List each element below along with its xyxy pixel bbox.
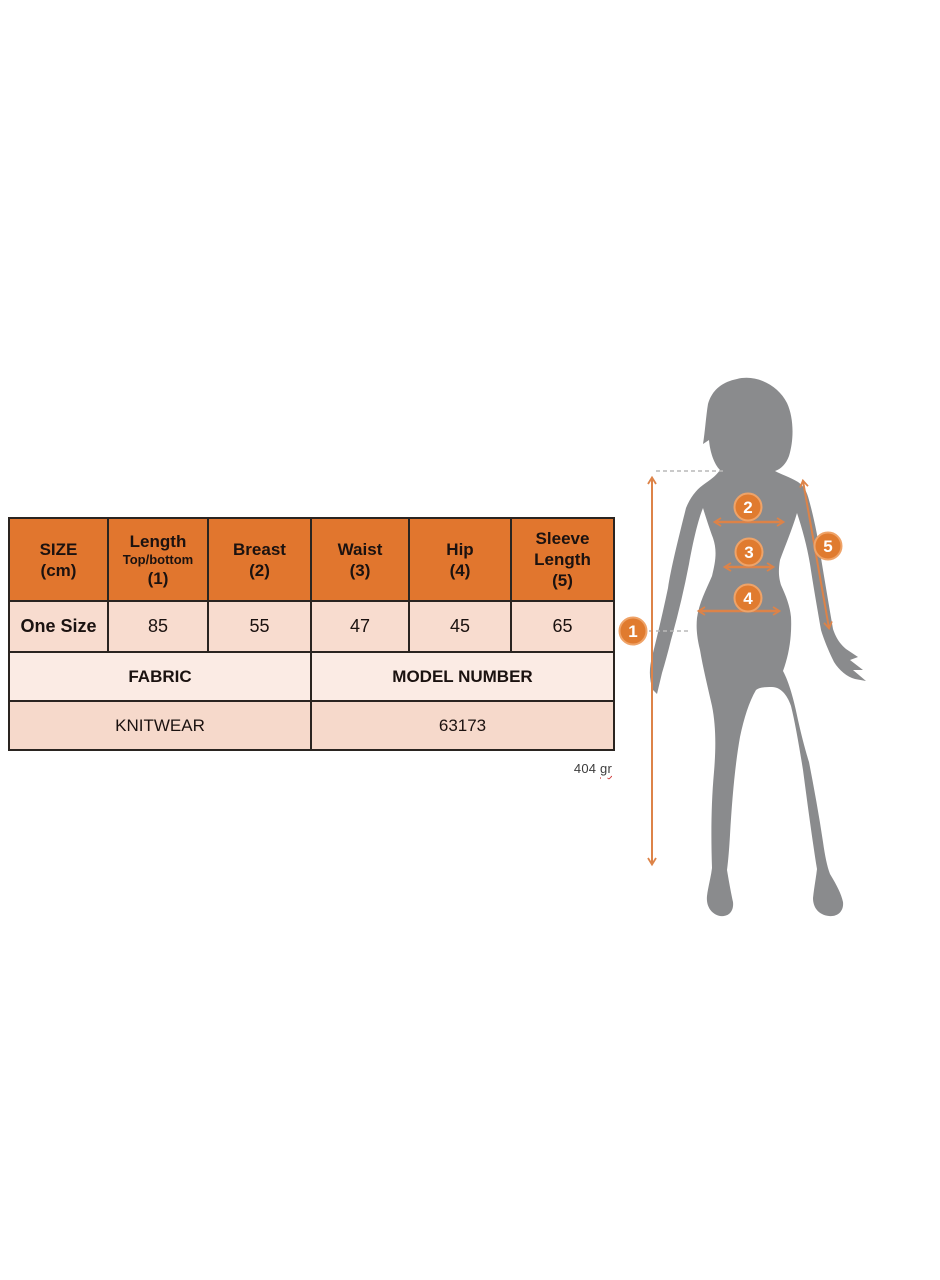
header-hip-title: Hip (446, 539, 474, 559)
size-table (8, 517, 614, 751)
header-hip-num: (4) (449, 560, 471, 580)
cell-breast-value: 55 (208, 601, 311, 652)
header-waist-num: (3) (349, 560, 371, 580)
weight-value: 404 (573, 761, 597, 776)
cell-size-name: One Size (9, 601, 108, 652)
badge-2 (735, 494, 762, 521)
badge-4-label: 4 (743, 589, 753, 608)
badge-3-label: 3 (744, 543, 754, 562)
cell-sleeve-value: 65 (511, 601, 614, 652)
weight-note (8, 761, 612, 776)
header-length (108, 518, 208, 601)
header-waist-title: Waist (337, 539, 383, 559)
cell-model-number-value: 63173 (311, 701, 614, 750)
header-length-num: (1) (147, 568, 169, 588)
badge-1-label: 1 (628, 622, 638, 641)
measurement-figure (615, 360, 940, 930)
table-info-value-row (9, 701, 614, 750)
badge-1 (620, 618, 647, 645)
table-header-row (9, 518, 614, 601)
badge-3 (736, 539, 763, 566)
table-data-row (9, 601, 614, 652)
badge-4 (735, 585, 762, 612)
cell-length-value: 85 (108, 601, 208, 652)
header-size (9, 518, 108, 601)
size-table-grid (8, 517, 615, 751)
header-breast-num: (2) (249, 560, 270, 580)
header-sleeve-num: (5) (552, 571, 573, 590)
header-size-title: SIZE (39, 539, 78, 559)
header-breast-title: Breast (233, 539, 286, 559)
header-length-title: Length (129, 531, 187, 551)
table-info-header-row (9, 652, 614, 701)
badge-5-label: 5 (823, 537, 833, 556)
header-size-unit: (cm) (40, 560, 77, 580)
cell-fabric-value: KNITWEAR (9, 701, 311, 750)
cell-model-number-label: MODEL NUMBER (311, 652, 614, 701)
header-waist (311, 518, 409, 601)
header-sleeve (511, 518, 614, 601)
cell-hip-value: 45 (409, 601, 511, 652)
woman-silhouette (650, 378, 866, 916)
weight-unit: gr (600, 761, 612, 776)
header-hip (409, 518, 511, 601)
badge-2-label: 2 (743, 498, 753, 517)
cell-waist-value: 47 (311, 601, 409, 652)
header-length-sub: Top/bottom (122, 551, 194, 567)
header-breast (208, 518, 311, 601)
cell-fabric-label: FABRIC (9, 652, 311, 701)
header-sleeve-title: Sleeve (535, 529, 590, 548)
badge-5 (815, 533, 842, 560)
header-sleeve-title2: Length (534, 550, 591, 569)
